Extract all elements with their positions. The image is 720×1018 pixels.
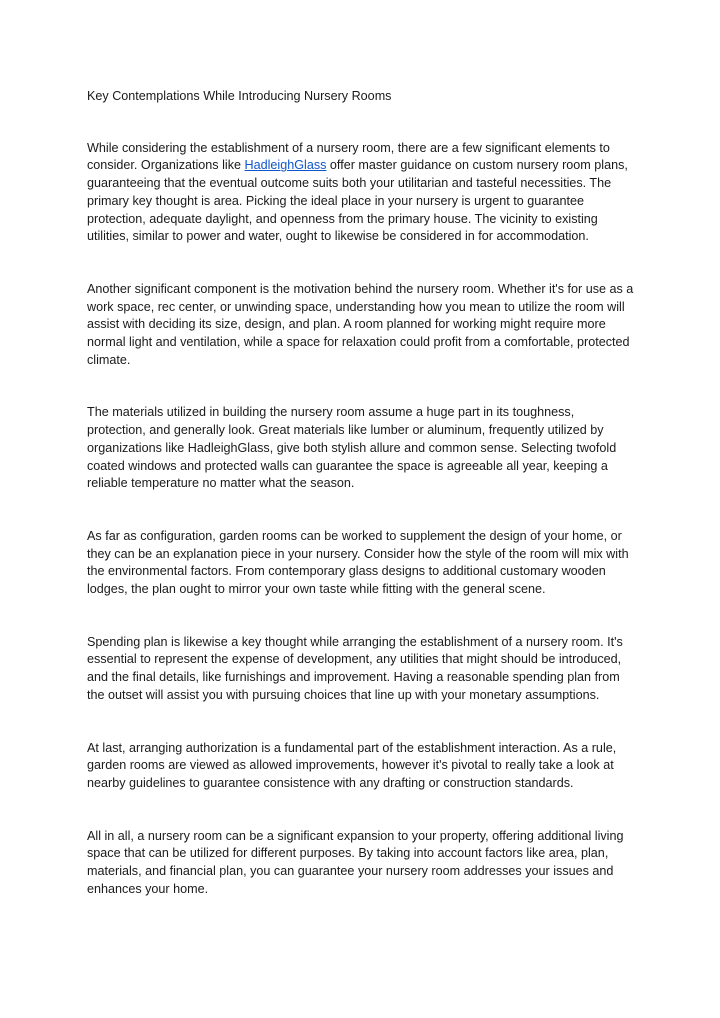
paragraph-1-text-before-link: While considering the establishment of a nursery room, there are a few significant elements to consider. Organizations like [87, 140, 610, 173]
paragraph-1 [87, 140, 634, 246]
hadleighglass-link[interactable]: HadleighGlass [244, 158, 327, 173]
document-title: Key Contemplations While Introducing Nursery Rooms [87, 89, 392, 103]
paragraph-4: As far as configuration, garden rooms can be worked to supplement the design of your home, or they can be an explanation piece in your nursery. Consider how the style of the room will mix with the environmental factors. From contemporary glass designs to additional customary wooden lodges, the plan ought to mirror your own taste while fitting with the general scene. [87, 528, 629, 597]
paragraph-3: The materials utilized in building the nursery room assume a huge part in its toughness, protection, and generally look. Great materials like lumber or aluminum, frequently utilized by organizations like HadleighGlass, give both stylish allure and common sense. Selecting twofold coated windows and protected walls can guarantee the space is agreeable all year, keeping a reliable temperature no matter what the season. [87, 405, 617, 491]
paragraph-7: All in all, a nursery room can be a significant expansion to your property, offering additional living space that can be utilized for different purposes. By taking into account factors like area, plan, materials, and financial plan, you can guarantee your nursery room addresses your issues and enhances your home. [87, 828, 624, 896]
paragraph-1-text-after-link: offer master guidance on custom nursery room plans, guaranteeing that the eventual outcome suits both your utilitarian and tasteful necessities. The primary key thought is area. Picking the ideal place in your nursery is urgent to guarantee protection, adequate daylight, and openness from the primary house. The vicinity to existing utilities, similar to power and water, ought to likewise be considered in for accommodation. [87, 158, 628, 244]
paragraph-6: At last, arranging authorization is a fundamental part of the establishment interaction. As a rule, garden rooms are viewed as allowed improvements, however it's pivotal to really take a look at nearby guidelines to guarantee consistence with any drafting or construction standards. [87, 740, 617, 790]
paragraph-5: Spending plan is likewise a key thought while arranging the establishment of a nursery room. It's essential to represent the expense of development, any utilities that might should be introduced, and the final details, like furnishings and improvement. Having a reasonable spending plan from the outset will assist you with pursuing choices that line up with your monetary assumptions. [87, 634, 623, 702]
paragraph-2: Another significant component is the motivation behind the nursery room. Whether it's for use as a work space, rec center, or unwinding space, understanding how you mean to utilize the room will assist with deciding its size, design, and plan. A room planned for working might require more normal light and ventilation, while a space for relaxation could profit from a comfortable, protected climate. [87, 281, 634, 367]
